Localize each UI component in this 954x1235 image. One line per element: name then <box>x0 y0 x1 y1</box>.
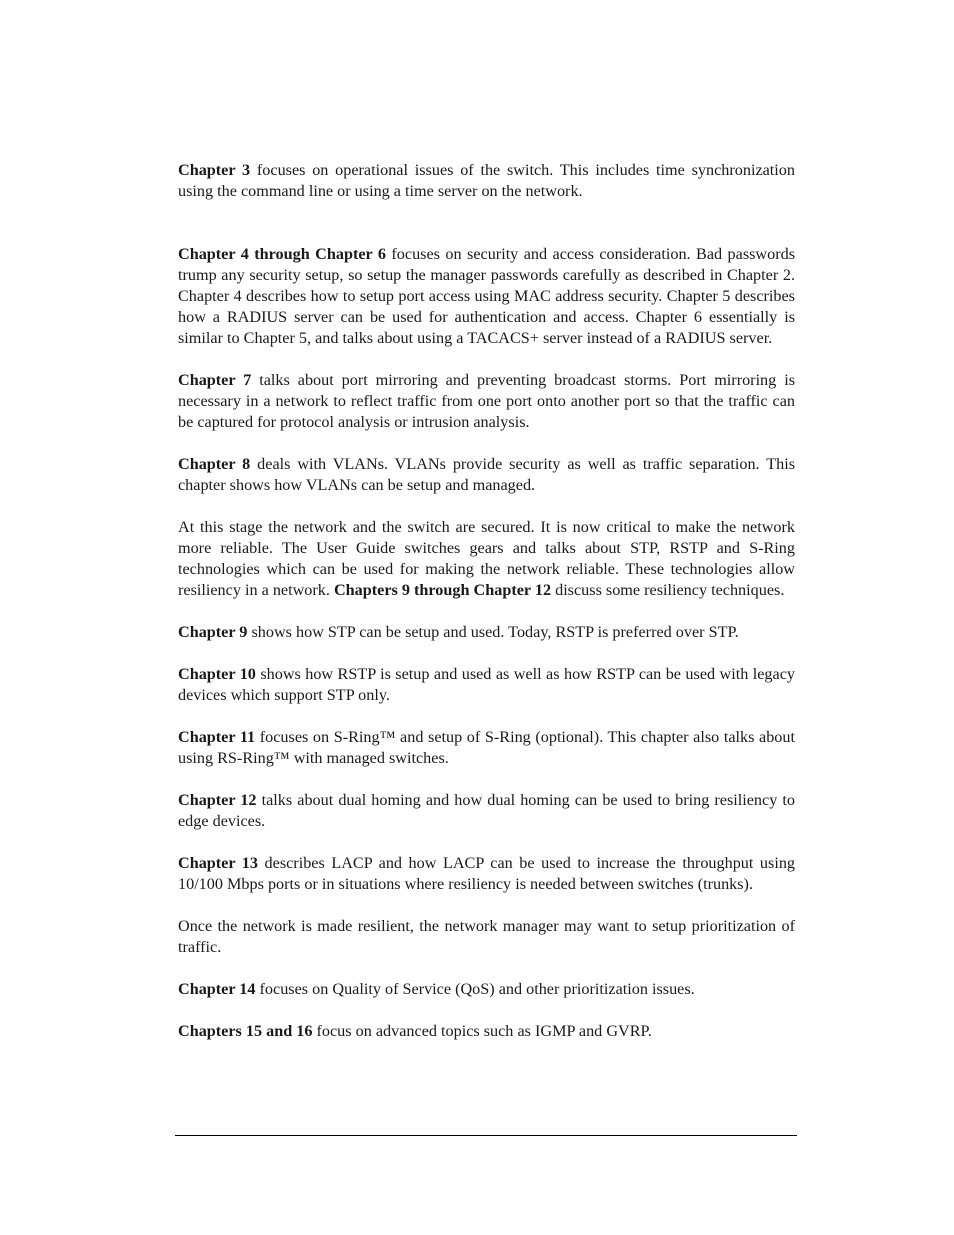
chapter-heading: Chapter 4 through Chapter 6 <box>178 245 386 263</box>
chapter-heading: Chapter 11 <box>178 728 256 746</box>
chapter-heading: Chapter 12 <box>178 791 257 809</box>
paragraph-resiliency-intro <box>178 517 795 601</box>
paragraph-chapter-11 <box>178 727 795 769</box>
paragraph-text: focuses on Quality of Service (QoS) and other prioritization issues. <box>255 980 695 998</box>
chapter-heading: Chapters 15 and 16 <box>178 1022 313 1040</box>
chapter-heading: Chapters 9 through Chapter 12 <box>333 581 552 599</box>
paragraph-text: shows how RSTP is setup and used as well as how RSTP can be used with legacy devices which support STP only. <box>178 665 795 704</box>
chapter-heading: Chapter 8 <box>178 455 251 473</box>
paragraph-prioritization-intro <box>178 916 795 958</box>
paragraph-chapters-4-6 <box>178 244 795 349</box>
paragraph-text: Once the network is made resilient, the network manager may want to setup prioritization of traffic. <box>178 917 795 956</box>
chapter-heading: Chapter 10 <box>178 665 256 683</box>
chapter-heading: Chapter 9 <box>178 623 248 641</box>
paragraph-chapter-12 <box>178 790 795 832</box>
paragraph-text: focus on advanced topics such as IGMP and GVRP. <box>312 1022 652 1040</box>
paragraph-chapter-8 <box>178 454 795 496</box>
paragraph-text: describes LACP and how LACP can be used to increase the throughput using 10/100 Mbps ports or in situations where resiliency is needed between switches (trunks). <box>178 854 796 893</box>
paragraph-text: discuss some resiliency techniques. <box>551 581 785 599</box>
chapter-heading: Chapter 14 <box>178 980 256 998</box>
chapter-heading: Chapter 7 <box>178 371 252 389</box>
paragraph-text: focuses on operational issues of the switch. This includes time synchronization using the command line or using a time server on the network. <box>178 161 795 200</box>
paragraph-text: talks about port mirroring and preventing broadcast storms. Port mirroring is necessary in a network to reflect traffic from one port onto another port so that the traffic can be captured for protocol analysis or intrusion analysis. <box>178 371 795 431</box>
paragraph-text: deals with VLANs. VLANs provide security as well as traffic separation. This chapter shows how VLANs can be setup and managed. <box>178 455 795 494</box>
paragraph-chapter-13 <box>178 853 795 895</box>
paragraph-text: At this stage the network and the switch are secured. It is now critical to make the network more reliable. The User Guide switches gears and talks about STP, RSTP and S-Ring technologies which can be used for making the network reliable. These technologies allow resiliency in a network. <box>178 518 795 599</box>
paragraph-chapter-14 <box>178 979 795 1000</box>
paragraph-chapter-10 <box>178 664 795 706</box>
paragraph-chapter-9 <box>178 622 795 643</box>
footer-divider <box>175 1135 797 1136</box>
paragraph-text: focuses on S-Ring™ and setup of S-Ring (optional). This chapter also talks about using RS-Ring™ with managed switches. <box>178 728 795 767</box>
paragraph-chapter-3 <box>178 160 795 202</box>
paragraph-text: talks about dual homing and how dual homing can be used to bring resiliency to edge devices. <box>178 791 795 830</box>
document-body <box>178 160 795 1063</box>
paragraph-chapter-7 <box>178 370 795 433</box>
chapter-heading: Chapter 13 <box>178 854 258 872</box>
chapter-heading: Chapter 3 <box>178 161 251 179</box>
paragraph-text: shows how STP can be setup and used. Today, RSTP is preferred over STP. <box>247 623 739 641</box>
paragraph-chapters-15-16 <box>178 1021 795 1042</box>
paragraph-text: focuses on security and access consideration. Bad passwords trump any security setup, so setup the manager passwords carefully as described in Chapter 2. Chapter 4 describes how to setup port access using MAC address security. Chapter 5 describes how a RADIUS server can be used for authentication and access. Chapter 6 essentially is similar to Chapter 5, and talks about using a TACACS+ server instead of a RADIUS server. <box>178 245 795 347</box>
